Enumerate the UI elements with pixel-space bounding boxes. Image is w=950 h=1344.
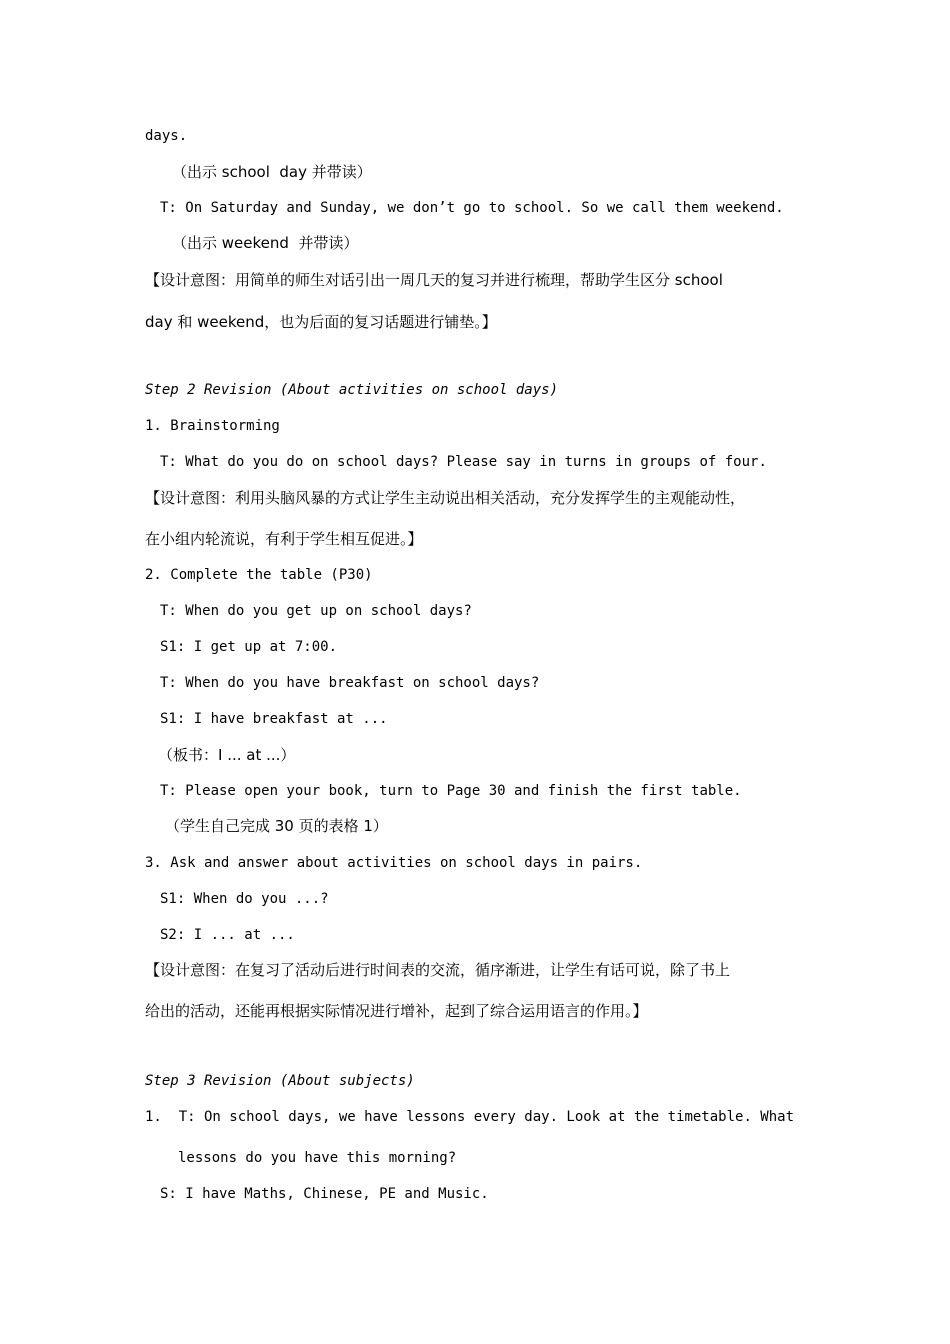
text-line: lessons do you have this morning?: [178, 1150, 457, 1166]
text-line: S1: I have breakfast at ...: [160, 711, 388, 727]
text-line: （出示 weekend 并带读）: [172, 234, 359, 252]
design-intent-note: day 和 weekend，也为后面的复习话题进行铺垫。】: [145, 313, 497, 331]
text-line: （出示 school day 并带读）: [172, 163, 372, 181]
text-line: 3. Ask and answer about activities on school days in pairs.: [145, 855, 643, 871]
text-line: 1. T: On school days, we have lessons every day. Look at the timetable. What: [145, 1109, 795, 1125]
design-intent-note: 【设计意图：用简单的师生对话引出一周几天的复习并进行梳理，帮助学生区分 school: [145, 271, 723, 289]
text-line: T: When do you get up on school days?: [160, 603, 472, 619]
design-intent-note: 给出的活动，还能再根据实际情况进行增补，起到了综合运用语言的作用。】: [145, 1002, 648, 1020]
section-heading: Step 3 Revision (About subjects): [145, 1073, 415, 1089]
text-line: S1: I get up at 7:00.: [160, 639, 338, 655]
text-line: days.: [145, 128, 188, 144]
design-intent-note: 【设计意图：利用头脑风暴的方式让学生主动说出相关活动，充分发挥学生的主观能动性，: [145, 489, 746, 507]
text-line: （板书：I ... at ...）: [158, 746, 296, 764]
text-line: S1: When do you ...?: [160, 891, 329, 907]
text-line: T: When do you have breakfast on school days?: [160, 675, 540, 691]
design-intent-note: 【设计意图：在复习了活动后进行时间表的交流，循序渐进，让学生有话可说，除了书上: [145, 961, 731, 979]
text-line: T: What do you do on school days? Please say in turns in groups of four.: [160, 454, 767, 470]
text-line: T: Please open your book, turn to Page 30 and finish the first table.: [160, 783, 742, 799]
text-line: S2: I ... at ...: [160, 927, 295, 943]
text-line: 1. Brainstorming: [145, 418, 280, 434]
text-line: S: I have Maths, Chinese, PE and Music.: [160, 1186, 489, 1202]
text-line: （学生自己完成 30 页的表格 1）: [165, 817, 388, 835]
text-line: 2. Complete the table (P30): [145, 567, 373, 583]
design-intent-note: 在小组内轮流说，有利于学生相互促进。】: [145, 530, 423, 548]
text-line: T: On Saturday and Sunday, we don’t go to school. So we call them weekend.: [160, 200, 784, 216]
section-heading: Step 2 Revision (About activities on school days): [145, 382, 559, 398]
